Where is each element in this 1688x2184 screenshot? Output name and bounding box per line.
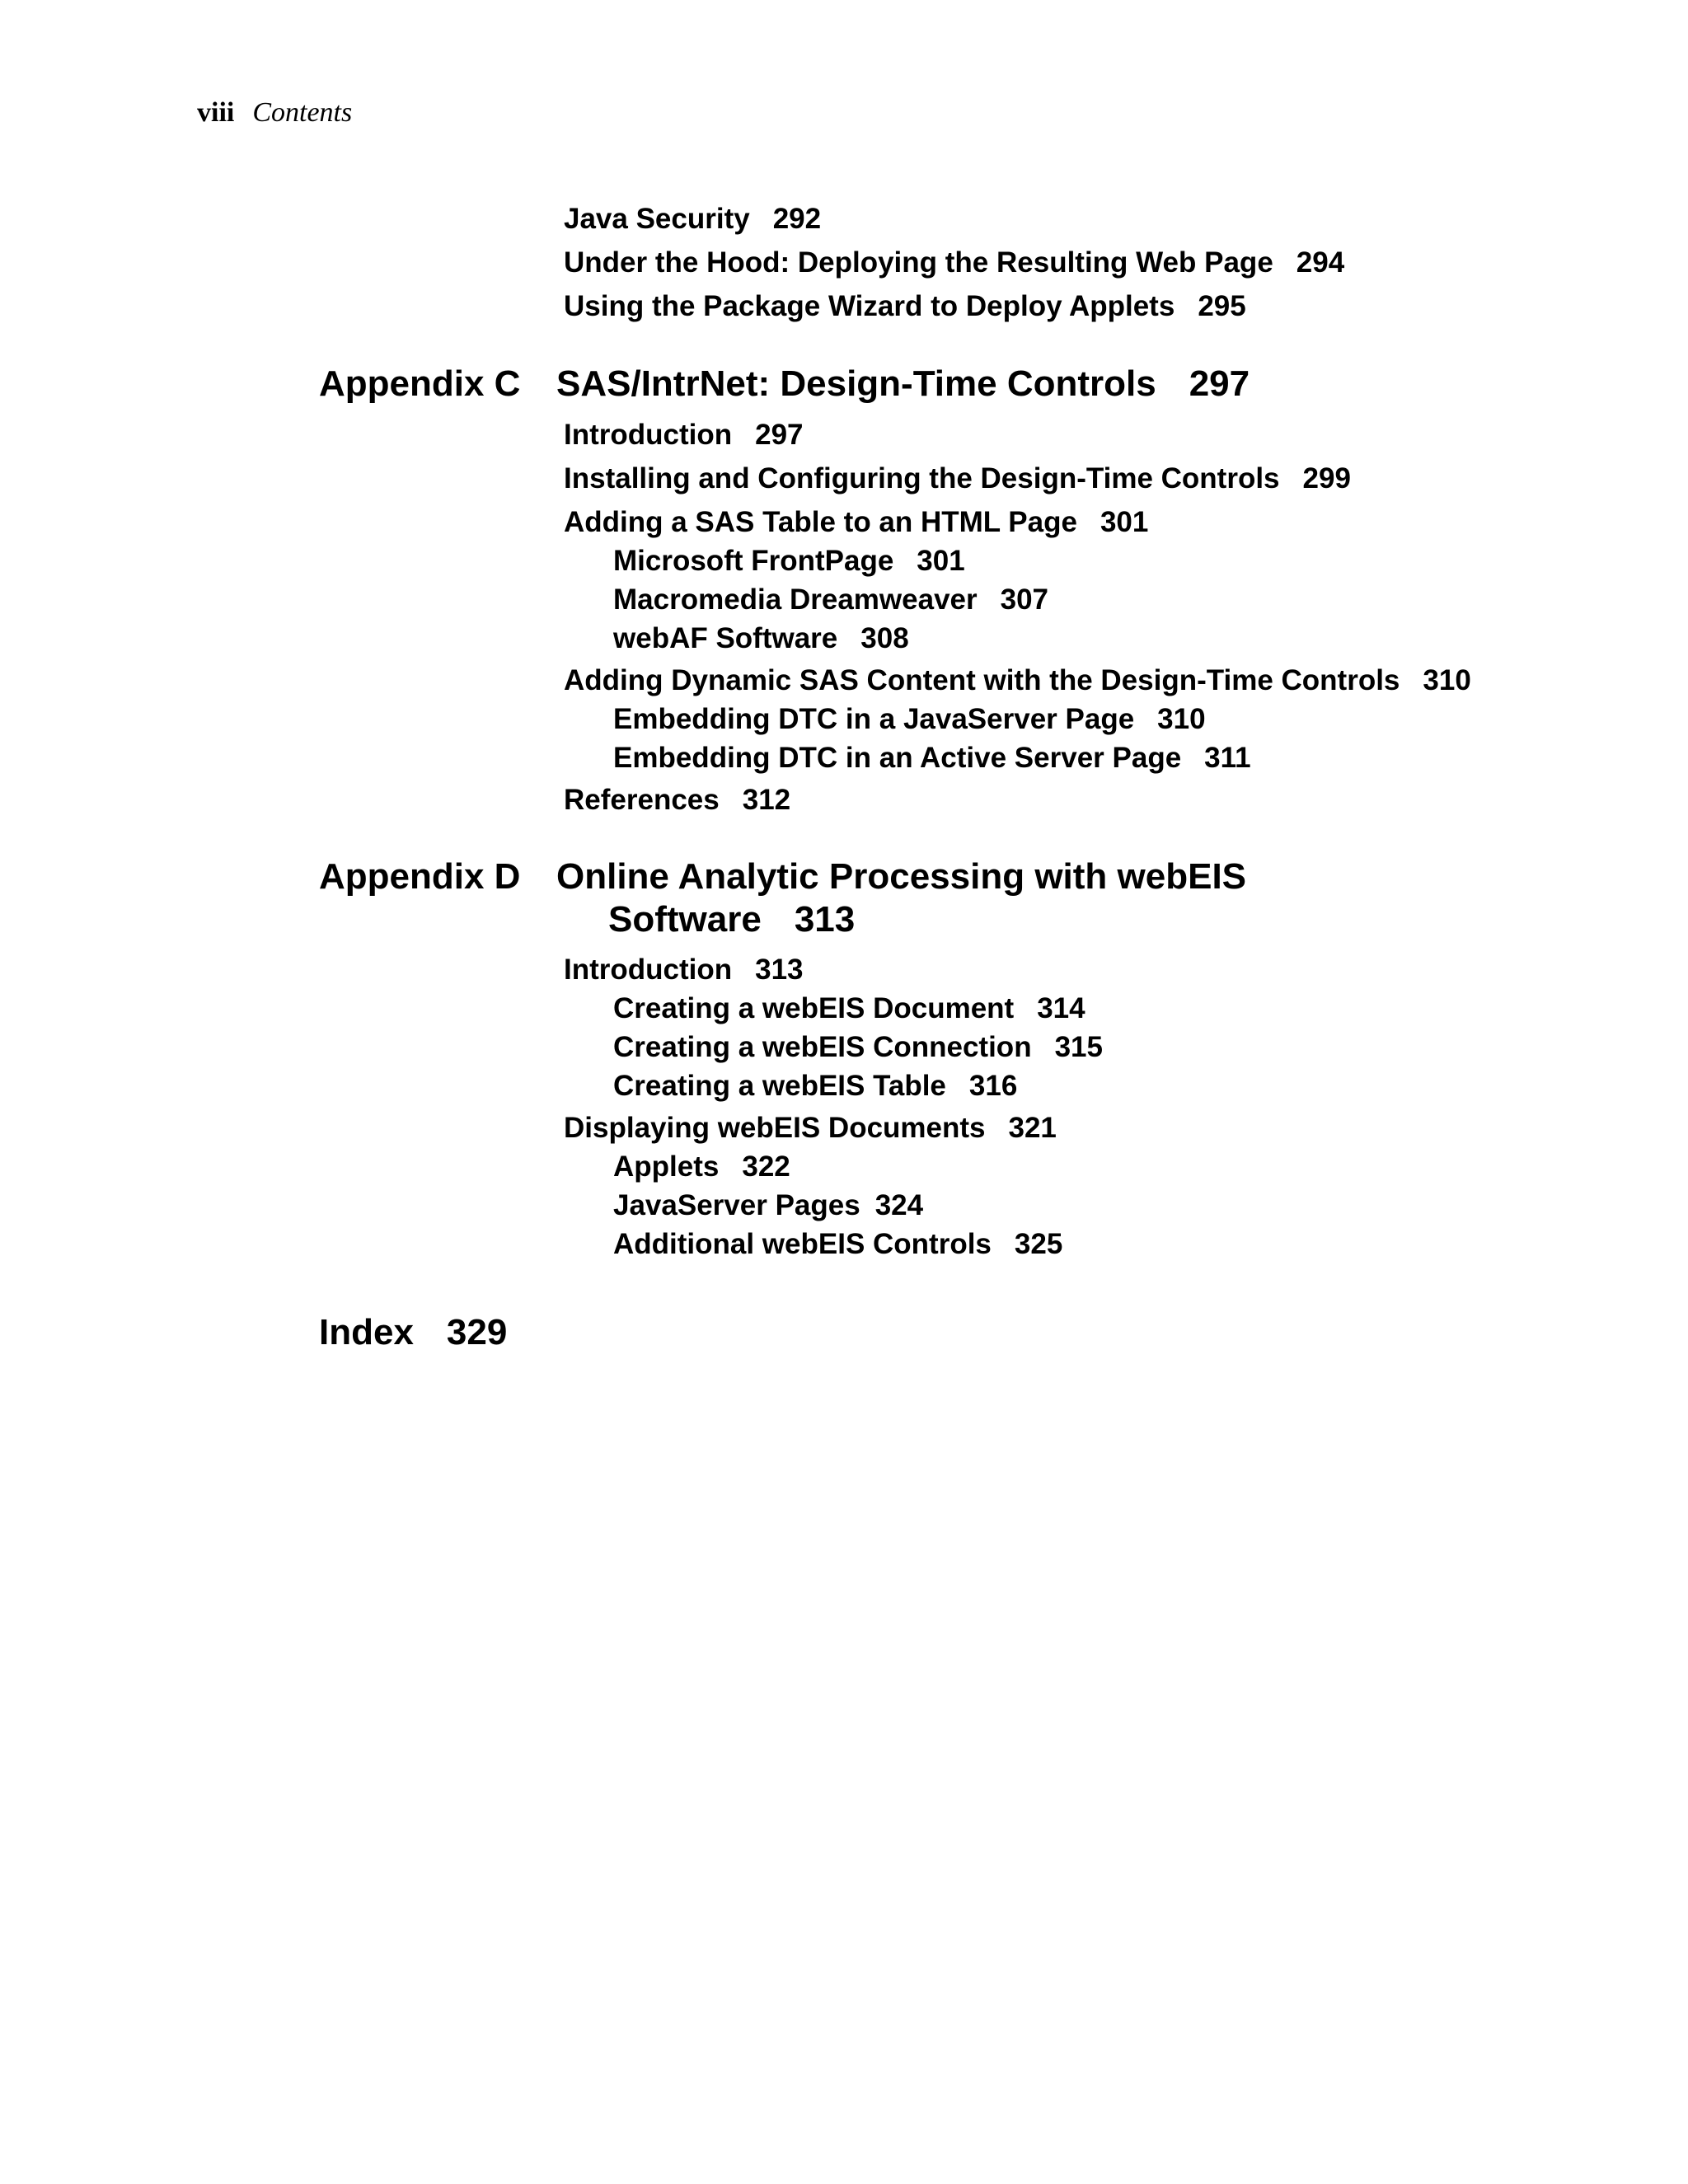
toc-entry-title: Adding Dynamic SAS Content with the Design-Time Controls — [564, 664, 1400, 696]
toc-subentry[interactable] — [613, 703, 1206, 736]
appendix-c-heading[interactable] — [556, 363, 1250, 405]
toc-subentry[interactable] — [613, 583, 1048, 616]
toc-subentry[interactable] — [613, 742, 1251, 775]
toc-entry[interactable] — [564, 1112, 1057, 1145]
toc-entry-title: Using the Package Wizard to Deploy Applets — [564, 290, 1175, 322]
toc-entry-page: 314 — [1037, 992, 1085, 1024]
toc-entry-page: 324 — [874, 1189, 924, 1221]
appendix-d-title-line2: Software — [608, 899, 762, 940]
appendix-c-page: 297 — [1189, 363, 1250, 404]
toc-subentry[interactable] — [613, 545, 965, 578]
toc-entry-title: Applets — [613, 1151, 720, 1183]
toc-entry-page: 310 — [1157, 703, 1206, 735]
toc-entry-page: 301 — [917, 545, 965, 577]
toc-entry-title: Creating a webEIS Table — [613, 1070, 946, 1102]
toc-entry-page: 321 — [1008, 1112, 1057, 1144]
toc-entry-page: 322 — [742, 1151, 790, 1183]
running-head-section: Contents — [252, 97, 353, 128]
toc-entry-title: Macromedia Dreamweaver — [613, 583, 978, 616]
toc-entry[interactable] — [564, 664, 1471, 697]
running-head-page-number: viii — [197, 97, 235, 128]
running-head — [197, 97, 352, 129]
toc-entry-page: 294 — [1296, 246, 1345, 279]
toc-subentry[interactable] — [613, 1151, 790, 1183]
index-label: Index — [319, 1312, 414, 1352]
toc-entry-title: References — [564, 784, 720, 816]
toc-entry-page: 311 — [1204, 742, 1251, 774]
toc-entry-title: Creating a webEIS Connection — [613, 1031, 1032, 1063]
toc-entry-title: Creating a webEIS Document — [613, 992, 1015, 1024]
toc-entry-page: 301 — [1100, 506, 1149, 538]
index-heading[interactable] — [319, 1312, 507, 1353]
appendix-c-title: SAS/IntrNet: Design-Time Controls — [556, 363, 1156, 404]
toc-entry-page: 299 — [1302, 462, 1351, 494]
toc-entry-title: Embedding DTC in a JavaServer Page — [613, 703, 1135, 735]
toc-entry[interactable] — [564, 462, 1351, 495]
toc-entry-title: Installing and Configuring the Design-Time Controls — [564, 462, 1280, 494]
toc-entry-page: 316 — [968, 1070, 1018, 1102]
toc-entry-page: 310 — [1423, 664, 1471, 696]
toc-entry-page: 295 — [1198, 290, 1246, 322]
index-page: 329 — [446, 1312, 508, 1352]
toc-entry-page: 308 — [860, 622, 909, 654]
toc-entry-title: Embedding DTC in an Active Server Page — [613, 742, 1182, 774]
toc-entry-title: Introduction — [564, 419, 733, 451]
toc-entry-page: 315 — [1054, 1031, 1103, 1063]
toc-entry-page: 307 — [1000, 583, 1049, 616]
toc-entry-title: Introduction — [564, 954, 733, 986]
toc-entry[interactable] — [564, 290, 1246, 323]
toc-entry-title: JavaServer Pages — [613, 1189, 860, 1221]
toc-subentry[interactable] — [613, 1189, 923, 1222]
toc-entry[interactable] — [564, 954, 804, 987]
toc-subentry[interactable] — [613, 622, 909, 655]
toc-entry-title: Under the Hood: Deploying the Resulting Web Page — [564, 246, 1273, 279]
appendix-d-label: Appendix D — [319, 856, 521, 897]
toc-entry-title: Adding a SAS Table to an HTML Page — [564, 506, 1077, 538]
toc-entry-page: 292 — [772, 203, 822, 235]
appendix-d-heading-cont[interactable] — [608, 899, 855, 940]
toc-entry-title: Java Security — [564, 203, 750, 235]
appendix-d-page: 313 — [794, 899, 856, 940]
toc-entry-page: 325 — [1014, 1228, 1063, 1260]
toc-subentry[interactable] — [613, 1070, 1017, 1103]
toc-entry-title: Displaying webEIS Documents — [564, 1112, 986, 1144]
toc-entry[interactable] — [564, 506, 1148, 539]
toc-entry-page: 312 — [742, 784, 791, 816]
toc-subentry[interactable] — [613, 992, 1085, 1025]
toc-entry-title: Microsoft FrontPage — [613, 545, 894, 577]
toc-entry-title: webAF Software — [613, 622, 838, 654]
toc-entry-page: 297 — [755, 419, 804, 451]
toc-entry[interactable] — [564, 203, 821, 236]
toc-entry-page: 313 — [755, 954, 804, 986]
toc-subentry[interactable] — [613, 1228, 1062, 1261]
toc-entry[interactable] — [564, 246, 1344, 279]
appendix-d-title-line1[interactable]: Online Analytic Processing with webEIS — [556, 856, 1247, 897]
appendix-c-label: Appendix C — [319, 363, 521, 404]
toc-entry-title: Additional webEIS Controls — [613, 1228, 992, 1260]
toc-subentry[interactable] — [613, 1031, 1103, 1064]
toc-entry[interactable] — [564, 784, 790, 817]
toc-entry[interactable] — [564, 419, 804, 452]
